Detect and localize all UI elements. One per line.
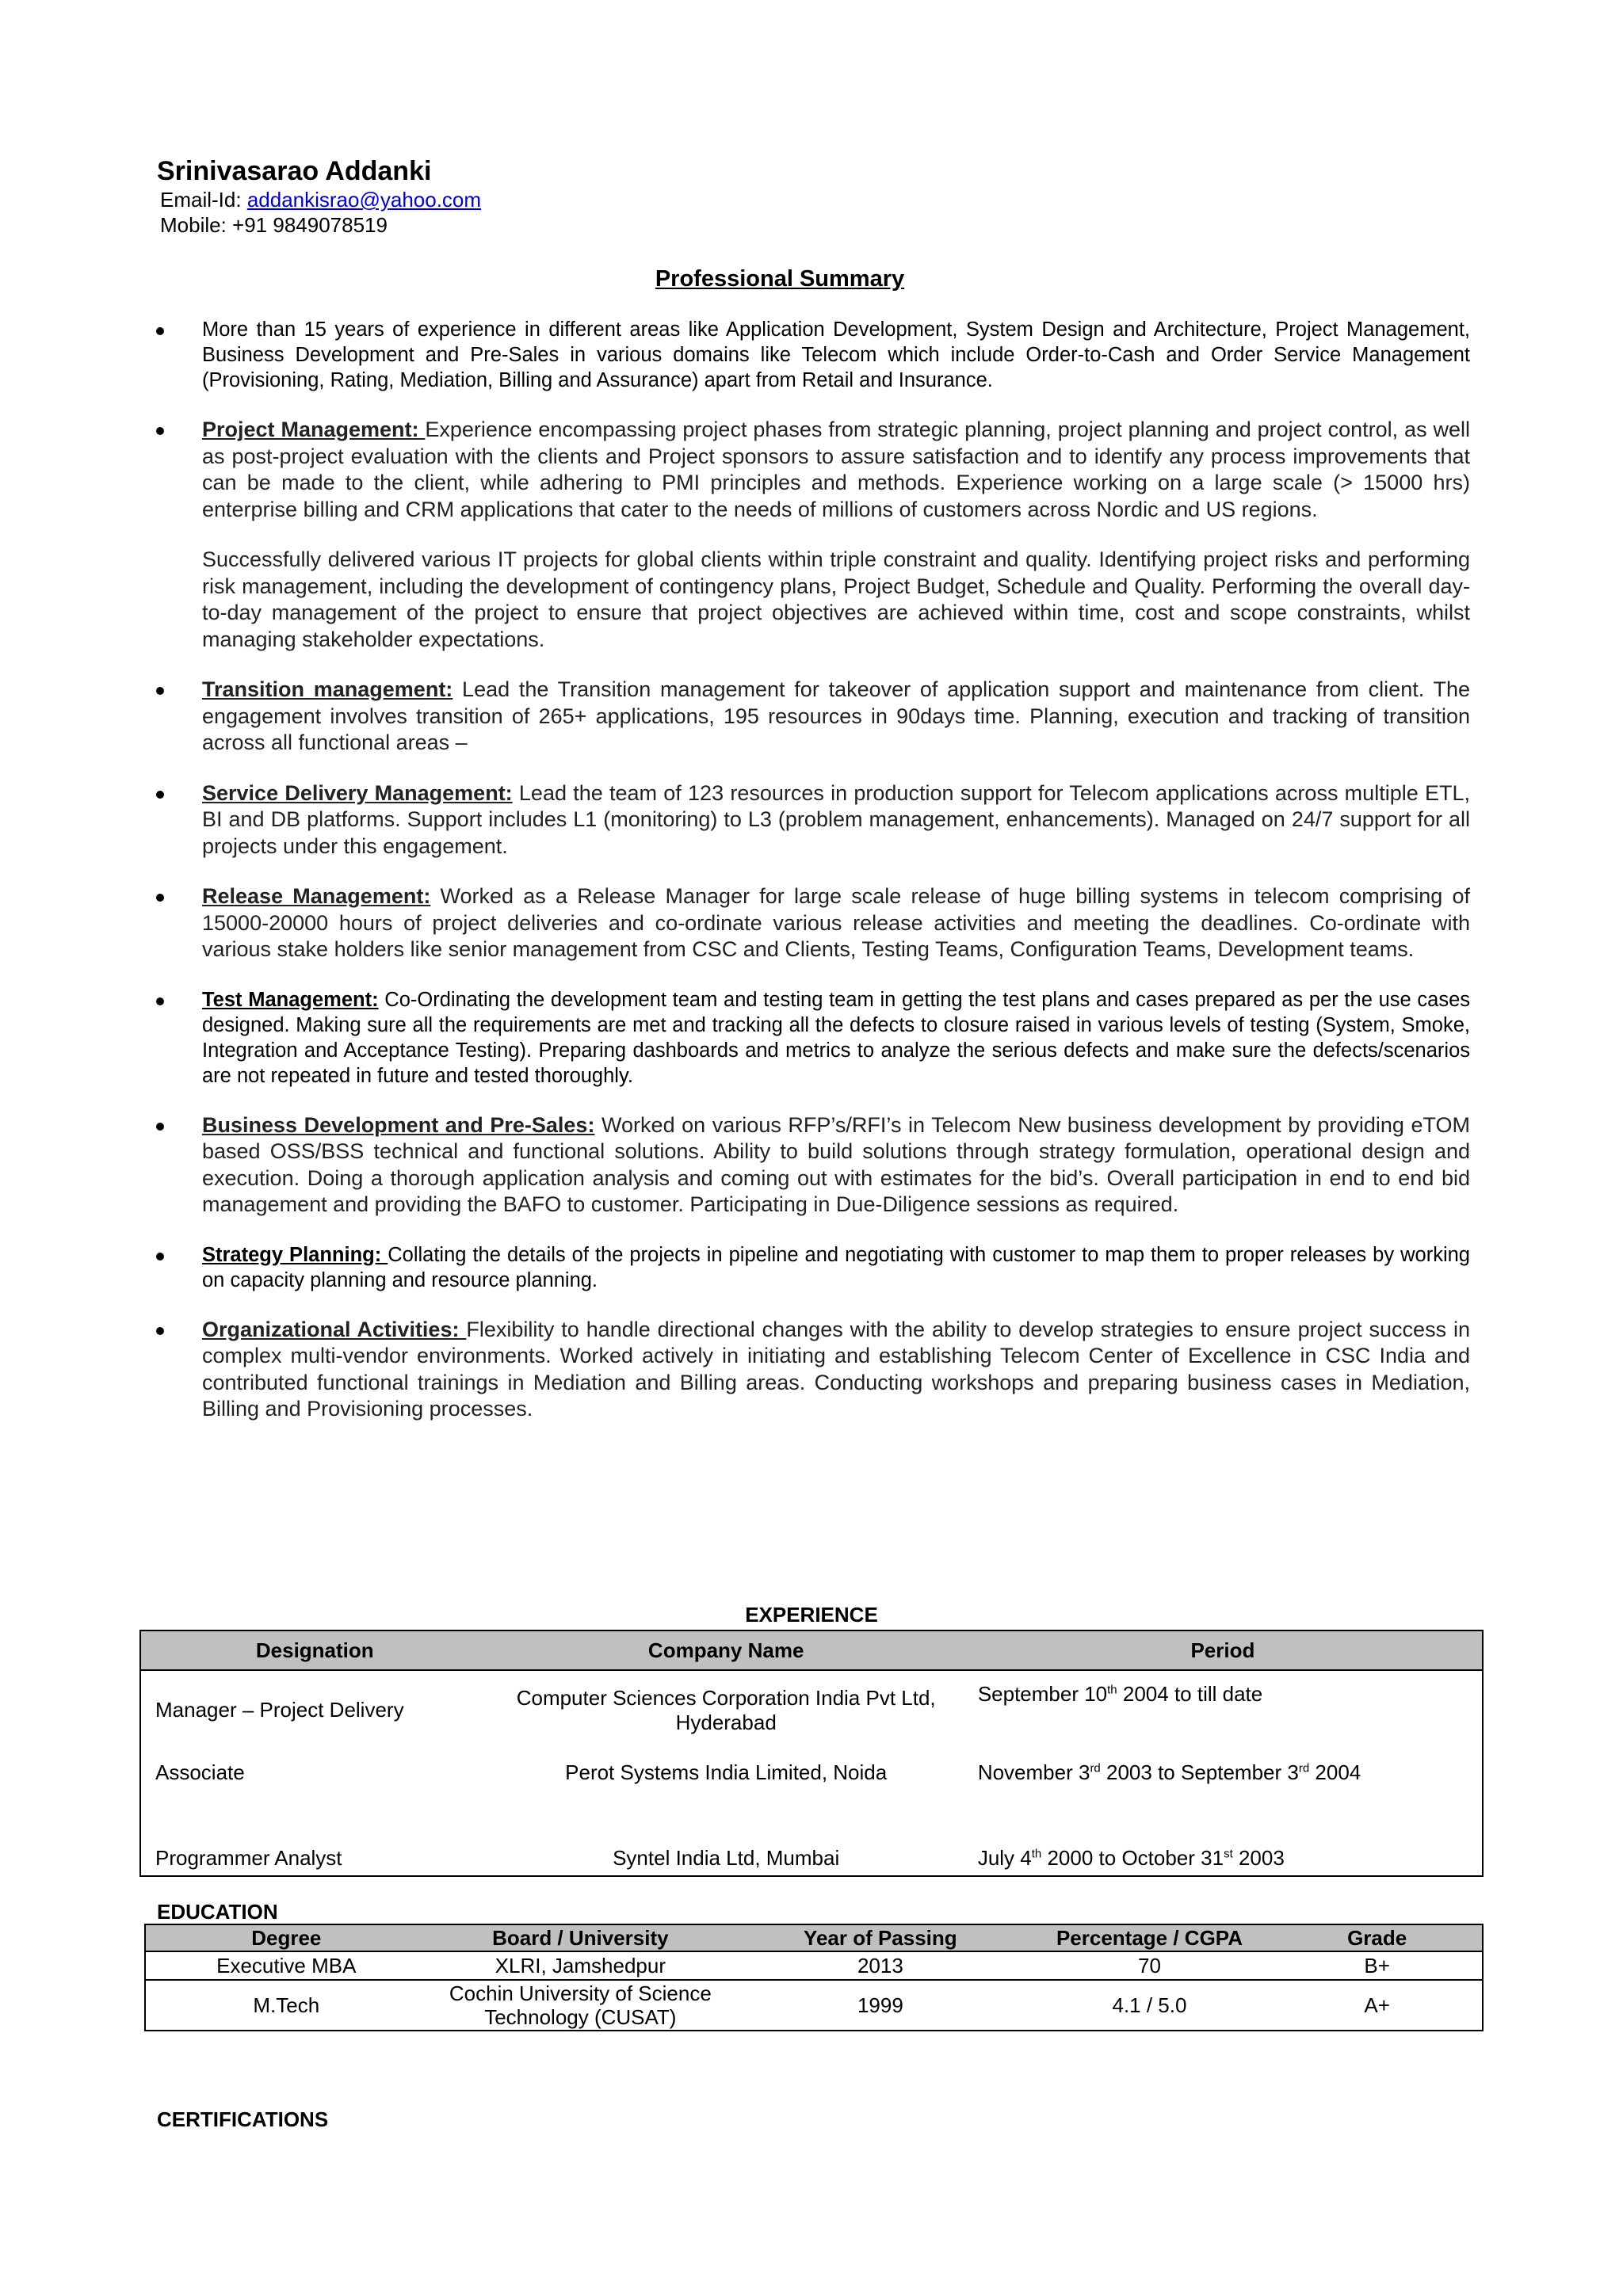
- summary-item-business-development: [202, 1112, 1470, 1219]
- summary-text: Worked as a Release Manager for large scale release of huge billing systems in telecom comprising of 15000-20000 hours of project deliveries and co-ordinate various release activities and meeting the deadlines. Co-ordinate with various stake holders like senior management from CSC and Clients, Testing Teams, Configuration Teams, Development teams.: [202, 884, 1470, 961]
- column-header: Period: [964, 1630, 1483, 1670]
- column-header: Designation: [140, 1630, 489, 1670]
- bullet-icon: [156, 1123, 164, 1131]
- column-header: Company Name: [489, 1630, 964, 1670]
- company-cell: Perot Systems India Limited, Noida: [565, 1760, 888, 1784]
- summary-item-release-management: [202, 883, 1470, 963]
- column-header: Grade: [1272, 1924, 1483, 1951]
- summary-item-organizational-activities: [202, 1317, 1470, 1423]
- summary-lead: Business Development and Pre-Sales:: [202, 1112, 595, 1137]
- summary-text: Experience encompassing project phases from strategic planning, project planning and project control, as well as post-project evaluation with the clients and Project sponsors to assure satisfaction and to identify any process improvements that can be made to the client, while adhering to PMI principles and methods. Experience working on a large scale (> 15000 hrs) enterprise billing and CRM applications that cater to the needs of millions of customers across Nordic and US regions.: [202, 418, 1470, 521]
- summary-item-service-delivery: [202, 780, 1470, 860]
- degree-cell: M.Tech: [253, 1993, 320, 2017]
- company-cell: Syntel India Ltd, Mumbai: [613, 1846, 840, 1870]
- year-cell: 1999: [857, 1993, 903, 2017]
- education-header-row: [145, 1924, 1483, 1951]
- summary-text: Lead the Transition management for takeover of application support and maintenance from client. The engagement involves transition of 265+ applications, 195 resources in 90days time. Planning, execution and tracking of transition across all functional areas –: [202, 677, 1470, 754]
- summary-item-strategy-planning: [202, 1242, 1470, 1293]
- mobile-line: Mobile: +91 9849078519: [160, 213, 388, 237]
- summary-text-2: Successfully delivered various IT projects for global clients within triple constraint and quality. Identifying project risks and performing risk management, including the development of contingency plans, Project Budget, Schedule and Quality. Performing the overall day-to-day management of the project to ensure that project objectives are achieved within time, cost and scope constraints, whilst managing stakeholder expectations.: [202, 547, 1470, 651]
- summary-lead: Project Management:: [202, 418, 426, 441]
- email-link[interactable]: addankisrao@yahoo.com: [246, 188, 482, 212]
- professional-summary-title: Professional Summary: [655, 266, 905, 292]
- year-cell: 2013: [734, 1951, 1027, 1980]
- column-header: Degree: [145, 1924, 427, 1951]
- certifications-title: CERTIFICATIONS: [157, 2107, 329, 2131]
- summary-lead: Service Delivery Management:: [202, 780, 513, 805]
- period-cell: September 10th 2004 to till date: [977, 1682, 1263, 1706]
- candidate-name: Srinivasarao Addanki: [157, 156, 432, 186]
- designation-cell: Manager – Project Delivery: [155, 1698, 404, 1722]
- summary-lead: Release Management:: [202, 884, 431, 908]
- summary-item-project-management: [202, 417, 1470, 653]
- degree-cell: Executive MBA: [145, 1951, 427, 1980]
- grade-cell: B+: [1272, 1951, 1483, 1980]
- table-row: [145, 1951, 1483, 1980]
- table-row: [140, 1749, 1483, 1816]
- bullet-icon: [156, 687, 164, 695]
- grade-cell: A+: [1364, 1993, 1390, 2017]
- table-row: [140, 1670, 1483, 1749]
- score-cell: 4.1 / 5.0: [1112, 1993, 1187, 2017]
- summary-item-transition-management: [202, 677, 1470, 757]
- summary-lead: Strategy Planning:: [202, 1243, 388, 1266]
- company-cell: Computer Sciences Corporation India Pvt Ltd, Hyderabad: [516, 1685, 936, 1734]
- table-row: [145, 1980, 1483, 2031]
- column-header: Percentage / CGPA: [1027, 1924, 1273, 1951]
- summary-lead: Transition management:: [202, 677, 453, 701]
- resume-header: [157, 155, 481, 238]
- email-label: Email-Id:: [160, 188, 247, 212]
- bullet-icon: [156, 894, 164, 902]
- summary-item: [202, 317, 1470, 393]
- table-row: [140, 1816, 1483, 1876]
- email-line: [160, 187, 481, 212]
- summary-text: Lead the team of 123 resources in production support for Telecom applications across multiple ETL, BI and DB platforms. Support includes L1 (monitoring) to L3 (problem management, enhancements). Managed on 24/7 support for all projects under this engagement.: [202, 780, 1470, 858]
- summary-text: Co-Ordinating the development team and testing team in getting the test plans and cases prepared as per the use cases designed. Making sure all the requirements are met and tracking all the defects to closure raised in various levels of testing (System, Smoke, Integration and Acceptance Testing). Preparing dashboards and metrics to analyze the serious defects and make sure the defects/scenarios are not repeated in future and tested thoroughly.: [202, 988, 1471, 1087]
- experience-title: EXPERIENCE: [745, 1603, 878, 1627]
- summary-list: [202, 317, 1470, 1447]
- experience-table: [139, 1630, 1484, 1877]
- bullet-icon: [156, 1253, 164, 1261]
- bullet-icon: [156, 327, 164, 335]
- designation-cell: Associate: [155, 1760, 245, 1784]
- summary-lead: Organizational Activities:: [202, 1317, 467, 1341]
- column-header: Board / University: [427, 1924, 735, 1951]
- education-table: [144, 1924, 1484, 2031]
- board-cell: Cochin University of Science Technology (CUSAT): [449, 1981, 712, 2029]
- bullet-icon: [156, 1327, 164, 1335]
- experience-header-row: [140, 1630, 1483, 1670]
- summary-item-test-management: [202, 987, 1470, 1089]
- bullet-icon: [156, 791, 164, 799]
- education-title: EDUCATION: [157, 1900, 278, 1924]
- summary-lead: Test Management:: [202, 988, 379, 1011]
- summary-text: Flexibility to handle directional changes with the ability to develop strategies to ensure project success in complex multi-vendor environments. Worked actively in initiating and establishing Telecom Center of Excellence in CSC India and contributed functional trainings in Mediation and Billing areas. Conducting workshops and preparing business cases in Mediation, Billing and Provisioning processes.: [202, 1317, 1470, 1421]
- summary-text: More than 15 years of experience in different areas like Application Development, System Design and Architecture, Project Management, Business Development and Pre-Sales in various domains like Telecom which include Order-to-Cash and Order Service Management (Provisioning, Rating, Mediation, Billing and Assurance) apart from Retail and Insurance.: [202, 318, 1470, 391]
- score-cell: 70: [1027, 1951, 1273, 1980]
- column-header: Year of Passing: [734, 1924, 1027, 1951]
- bullet-icon: [156, 427, 164, 435]
- period-cell: November 3rd 2003 to September 3rd 2004: [977, 1760, 1361, 1784]
- summary-text: Worked on various RFP’s/RFI’s in Telecom New business development by providing eTOM based OSS/BSS technical and functional solutions. Ability to build solutions through strategy formulation, operational design and execution. Doing a thorough application analysis and coming out with estimates for the bid’s. Overall participation in end to end bid management and providing the BAFO to customer. Participating in Due-Diligence sessions as required.: [202, 1112, 1471, 1216]
- period-cell: July 4th 2000 to October 31st 2003: [977, 1846, 1285, 1870]
- bullet-icon: [156, 997, 164, 1005]
- board-cell: XLRI, Jamshedpur: [427, 1951, 735, 1980]
- designation-cell: Programmer Analyst: [155, 1846, 342, 1870]
- summary-text: Collating the details of the projects in pipeline and negotiating with customer to map them to proper releases by working on capacity planning and resource planning.: [202, 1243, 1470, 1291]
